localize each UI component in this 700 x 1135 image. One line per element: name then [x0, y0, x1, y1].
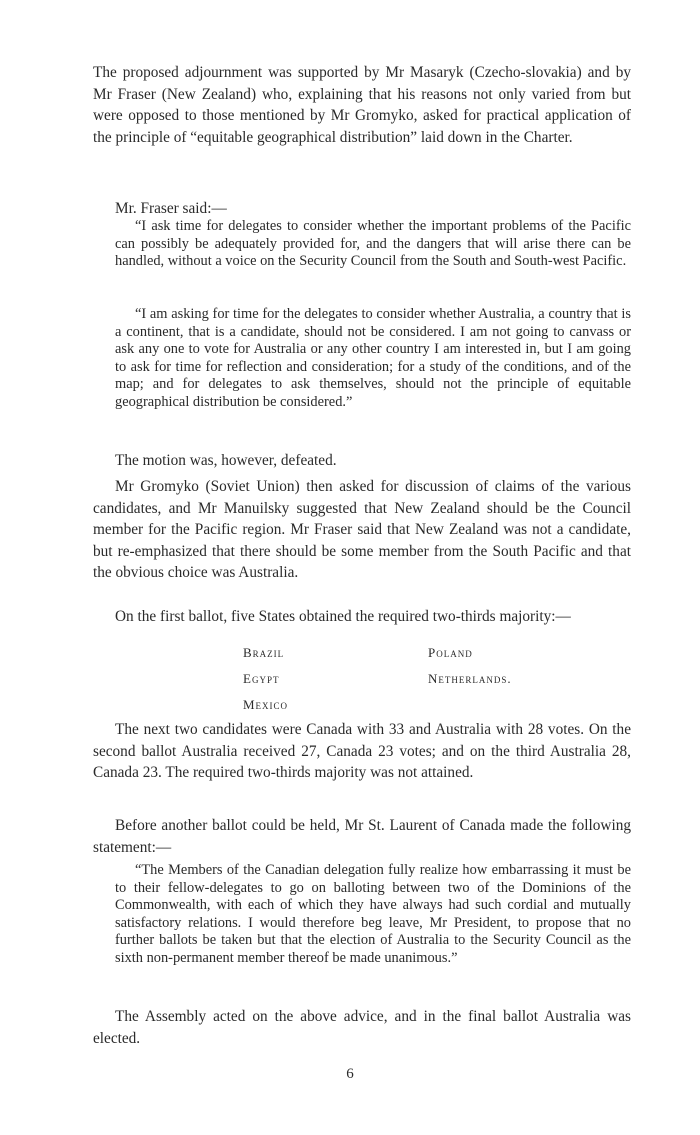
paragraph-next-candidates: The next two candidates were Canada with 33 and Australia with 28 votes. On the second ballot Australia received 27, Canada 23 votes; and on the third Australia 28, Canada 23. The required two-thirds majority was not attained.: [93, 721, 631, 782]
paragraph-st-laurent: Before another ballot could be held, Mr St. Laurent of Canada made the following statement:—: [93, 817, 631, 856]
state-netherlands: Netherlands.: [428, 671, 512, 686]
paragraph-fraser-said: Mr. Fraser said:—: [115, 200, 227, 217]
page-number: 6: [346, 1066, 354, 1082]
paragraph-first-ballot: On the first ballot, five States obtained the required two-thirds majority:—: [115, 608, 571, 625]
paragraph-australia-elected: The Assembly acted on the above advice, and in the final ballot Australia was elected.: [93, 1008, 631, 1047]
state-poland: Poland: [428, 645, 473, 660]
state-mexico: Mexico: [243, 697, 289, 712]
quote-st-laurent: “The Members of the Canadian delegation fully realize how embarrassing it must be to their fellow-delegates to go on balloting between two of the Dominions of the Commonwealth, with each of which they have always had such cordial and mutually satisfactory relations. I would therefore beg leave, Mr President, to propose that no further ballots be taken but that the election of Australia to the Security Council as the sixth non-permanent member thereof be made unanimous.”: [115, 862, 631, 966]
state-brazil: Brazil: [243, 645, 285, 660]
state-egypt: Egypt: [243, 671, 280, 686]
quote-fraser-australia: “I am asking for time for the delegates to consider whether Australia, a country that is a continent, that is a candidate, should not be considered. I am not going to canvass or ask any one to vote for Australia or any other country I am interested in, but I am going to ask for time for reflection and consideration; for a study of the conditions, and of the map; and for delegates to ask themselves, should not the principle of equitable geographical distribution be considered.”: [115, 306, 631, 410]
paragraph-gromyko-discussion: Mr Gromyko (Soviet Union) then asked for discussion of claims of the various candidates, and Mr Manuilsky suggested that New Zealand should be the Council member for the Pacific region. Mr Fraser said that New Zealand was not a candidate, but re-emphasized that there should be some member from the South Pacific and that the obvious choice was Australia.: [93, 478, 631, 582]
quote-fraser-pacific: “I ask time for delegates to consider whether the important problems of the Pacific can possibly be adequately provided for, and the dangers that will arise there can be handled, without a voice on the Security Council from the South and South-west Pacific.: [115, 218, 631, 270]
paragraph-adjournment: The proposed adjournment was supported by Mr Masaryk (Czecho-slovakia) and by Mr Fraser (New Zealand) who, explaining that his reasons not only varied from but were opposed to those mentioned by Mr Gromyko, asked for practical application of the principle of “equitable geographical distribution” laid down in the Charter.: [93, 64, 631, 146]
paragraph-motion-defeated: The motion was, however, defeated.: [115, 452, 337, 469]
